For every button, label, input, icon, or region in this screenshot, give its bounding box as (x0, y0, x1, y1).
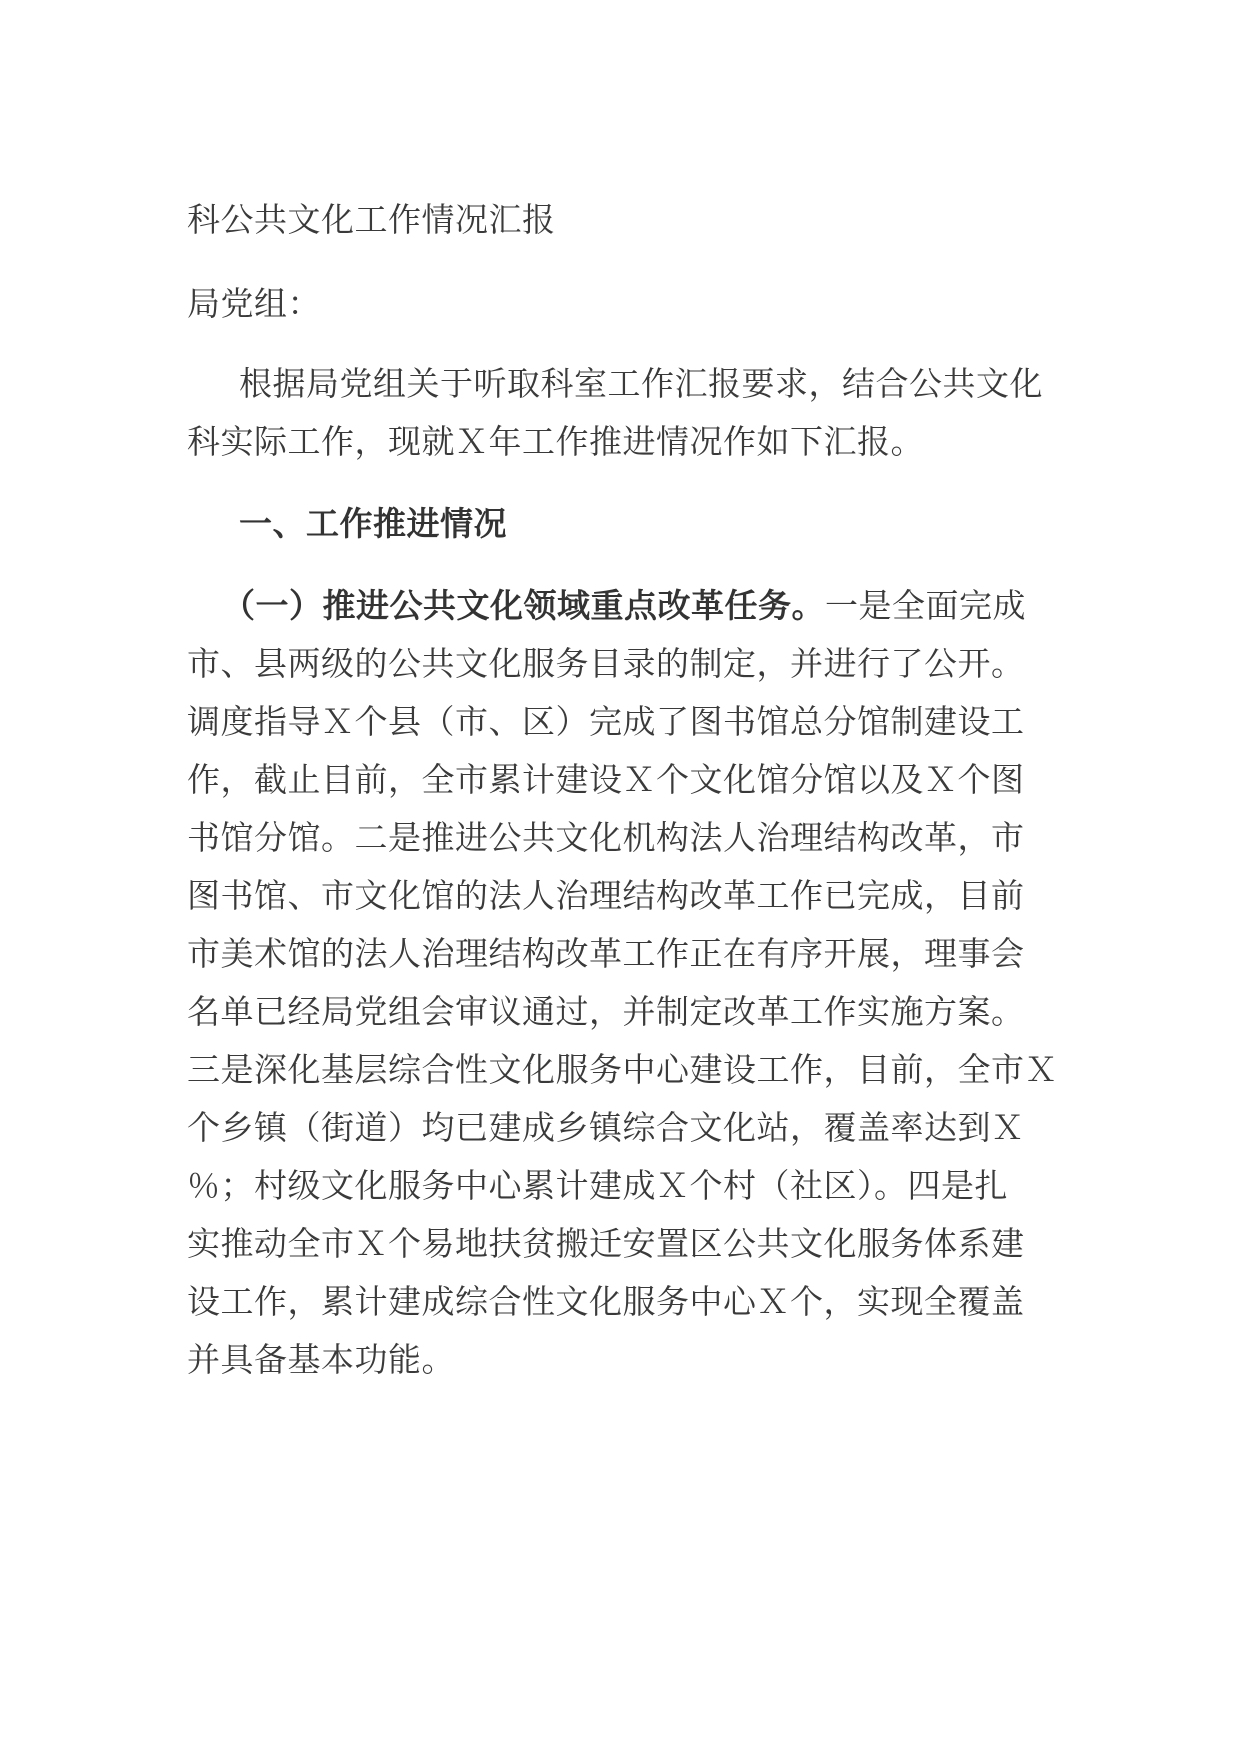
body-line: ％；村级文化服务中心累计建成Ｘ个村（社区）。四是扎 (187, 1166, 1008, 1205)
document-title: 科公共文化工作情况汇报 (187, 200, 556, 239)
subsection-heading: （一）推进公共文化领域重点改革任务。 (222, 586, 825, 625)
body-line: 三是深化基层综合性文化服务中心建设工作，目前，全市Ｘ (187, 1050, 1058, 1089)
intro-line-1: 根据局党组关于听取科室工作汇报要求，结合公共文化 (239, 364, 1043, 403)
body-line: 调度指导Ｘ个县（市、区）完成了图书馆总分馆制建设工 (187, 702, 1025, 741)
body-line: 个乡镇（街道）均已建成乡镇综合文化站，覆盖率达到Ｘ (187, 1108, 1025, 1147)
body-line: 作，截止目前，全市累计建设Ｘ个文化馆分馆以及Ｘ个图 (187, 760, 1025, 799)
body-line: 书馆分馆。二是推进公共文化机构法人治理结构改革，市 (187, 818, 1025, 857)
body-line: 实推动全市Ｘ个易地扶贫搬迁安置区公共文化服务体系建 (187, 1224, 1025, 1263)
body-line: 设工作，累计建成综合性文化服务中心Ｘ个，实现全覆盖 (187, 1282, 1025, 1321)
subsection-first-line-rest: 一是全面完成 (825, 586, 1026, 625)
body-line: 市、县两级的公共文化服务目录的制定，并进行了公开。 (187, 644, 1025, 683)
subsection-first-line (222, 584, 1092, 628)
body-line: 图书馆、市文化馆的法人治理结构改革工作已完成，目前 (187, 876, 1025, 915)
body-line: 并具备基本功能。 (187, 1340, 455, 1379)
intro-line-2: 科实际工作，现就Ｘ年工作推进情况作如下汇报。 (187, 422, 924, 461)
salutation: 局党组： (187, 284, 321, 323)
section-heading: 一、工作推进情况 (239, 504, 507, 543)
body-line: 名单已经局党组会审议通过，并制定改革工作实施方案。 (187, 992, 1025, 1031)
body-line: 市美术馆的法人治理结构改革工作正在有序开展，理事会 (187, 934, 1025, 973)
